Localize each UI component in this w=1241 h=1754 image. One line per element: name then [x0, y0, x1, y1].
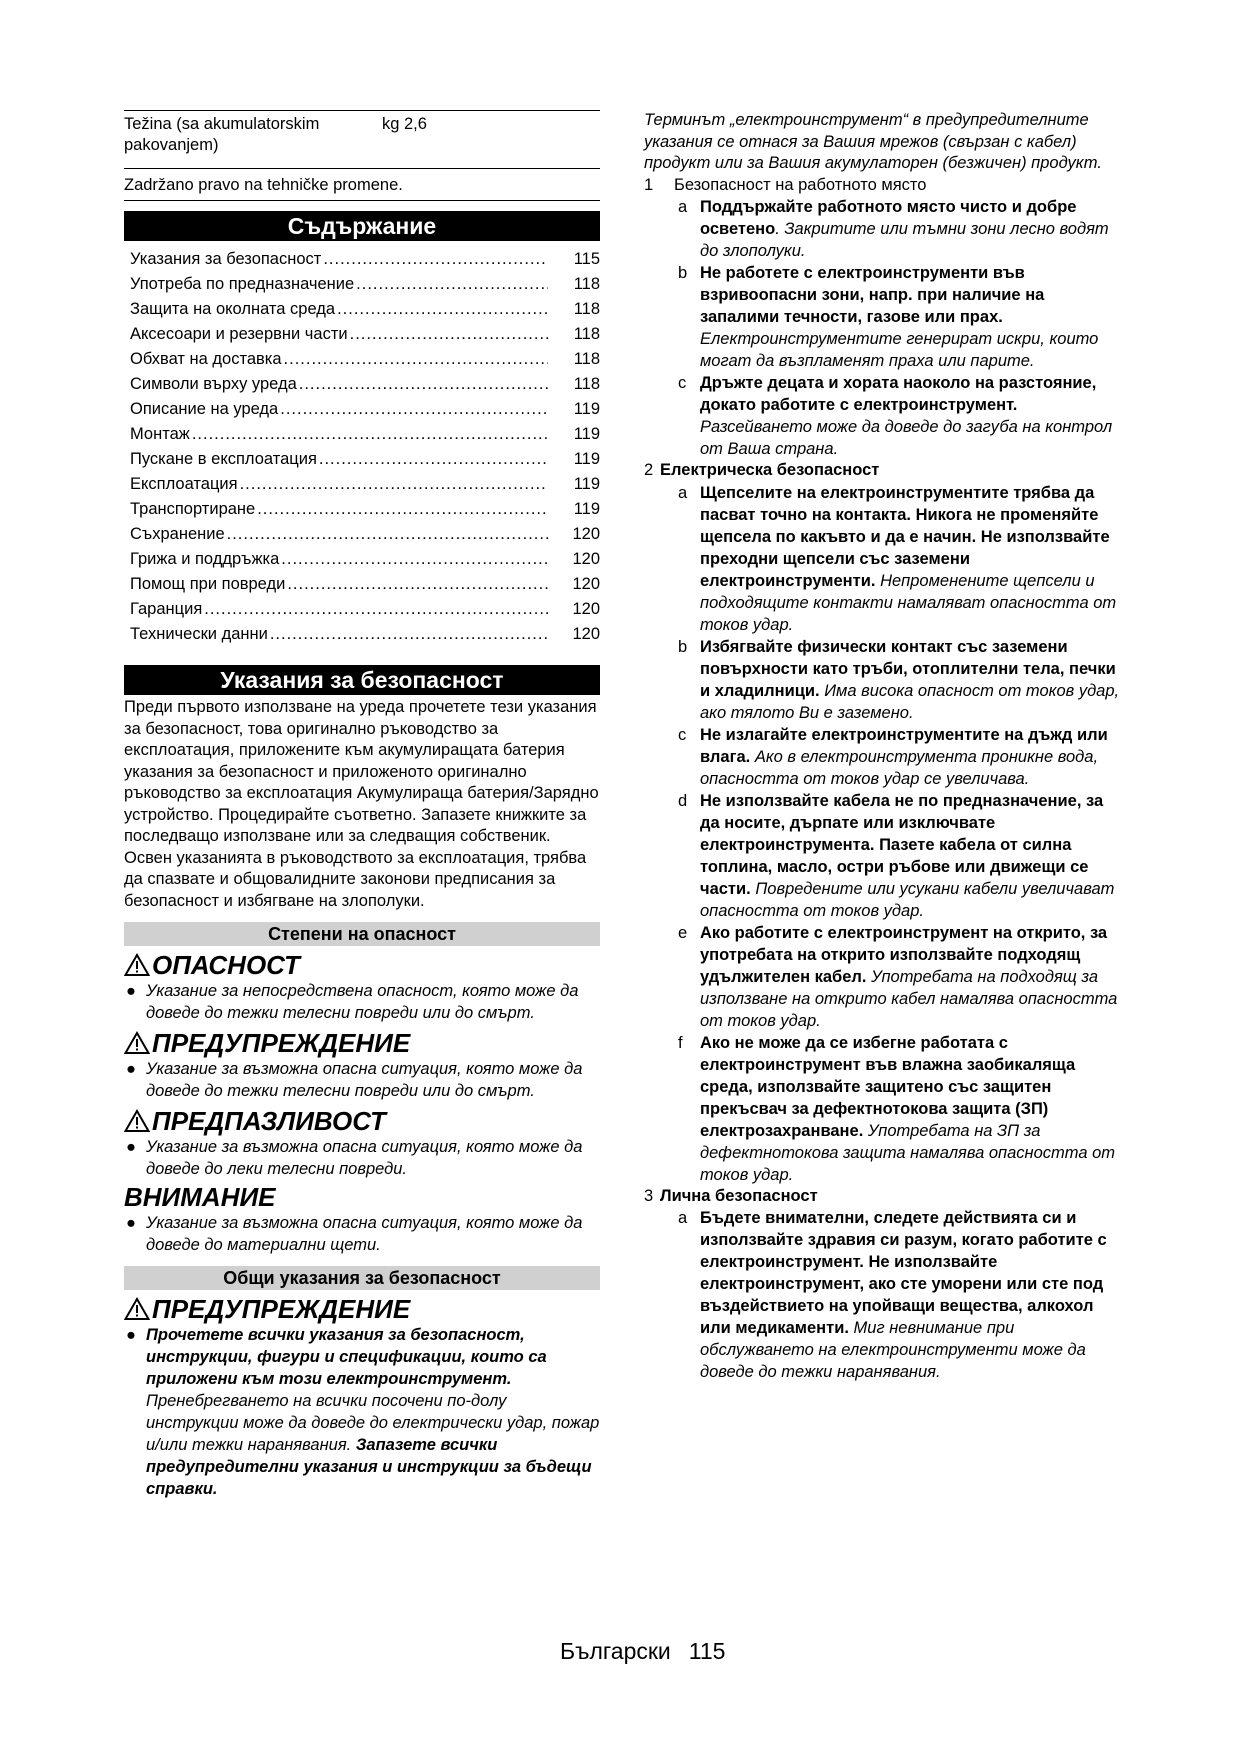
item-bold: Бъдете внимателни, следете действията си и използвайте здравия си разум, когато работите с електроинструмент. Не използвайте електроинструмент, ако сте уморени или сте под въздействието на упойващи вещества, алкохол или медикаменти. [700, 1209, 1107, 1337]
toc-leader [192, 422, 548, 447]
item-bold: Не използвайте кабела не по предназначение, за да носите, дърпате или изключвате електроинструмента. Пазете кабела от силна топлина, масло, остри ръбове или движещи се части. [700, 791, 1104, 898]
toc-row [124, 522, 600, 547]
general-bold-1: Прочетете всички указания за безопасност, инструкции, фигури и спецификации, които са приложени към този електроинструмент. [146, 1326, 547, 1388]
general-warning-item [124, 1324, 600, 1500]
item-2e [678, 922, 1120, 1032]
toc-label: Гаранция [130, 600, 203, 618]
toc-title: Съдържание [124, 211, 600, 241]
item-italic: Разсейването може да доведе до загуба на контрол от Ваша страна. [700, 418, 1113, 458]
toc-label: Указания за безопасност [130, 250, 322, 268]
warning-heading [124, 1028, 600, 1058]
danger-title: ОПАСНОСТ [152, 950, 300, 980]
toc-row [124, 622, 600, 647]
item-italic: Употребата на подходящ за използване на открито кабел намалява опасността от токов удар. [700, 967, 1118, 1030]
safety-intro-2: Освен указанията в ръководството за експлоатация, трябва да спазвате и общовалидните законови предписания за безопасност и избягване на злополуки. [124, 848, 587, 910]
toc-page: 120 [572, 525, 600, 543]
section-number: 2 [644, 461, 654, 479]
item-2c [678, 724, 1120, 790]
spec-weight-value: kg 2,6 [382, 115, 427, 133]
toc-page: 118 [573, 275, 600, 293]
toc-page: 120 [572, 600, 600, 618]
toc-page: 119 [573, 425, 600, 443]
toc-leader [284, 347, 548, 372]
item-italic: . Закритите или тъмни зони лесно водят до злополуки. [700, 220, 1109, 260]
toc-label: Транспортиране [130, 500, 256, 518]
toc-label: Употреба по предназначение [130, 275, 355, 293]
toc-label: Защита на околната среда [130, 300, 336, 318]
toc-label: Символи върху уреда [130, 375, 297, 393]
toc-page: 119 [573, 500, 600, 518]
power-tool-term-note: Терминът „електроинструмент“ в предупредителните указания се отнася за Вашия мрежов (свързан с кабел) продукт или за Вашия акумулаторен (безжичен) продукт. [644, 111, 1102, 172]
toc-label: Грижа и поддръжка [130, 550, 280, 568]
item-italic: Електроинструментите генерират искри, които могат да възпламенят праха или парите. [700, 330, 1099, 370]
toc-label: Обхват на доставка [130, 350, 282, 368]
left-column [124, 110, 600, 1500]
item-2a [678, 482, 1120, 636]
item-italic: Има висока опасност от токов удар, ако тялото Ви е заземено. [700, 681, 1120, 722]
safety-intro-1: Преди първото използване на уреда прочетете тези указания за безопасност, това оригинално ръководство за експлоатация, приложените към акумулиращата батерия указания за безопасност и приложеното оригинално ръководство за експлоатация Акумулираща батерия/Зарядно устройство. Процедирайте съответно. Запазете книжките за последващо използване или за следващия собственик. [124, 698, 599, 845]
item-bold: Не работете с електроинструменти във взривоопасни зони, напр. при наличие на запалими течности, газове или прах. [700, 264, 1045, 326]
warning-title: ПРЕДУПРЕЖДЕНИЕ [152, 1028, 411, 1058]
item-bold: Не излагайте електроинструментите на дъжд или влага. [700, 725, 1108, 766]
toc-row [124, 422, 600, 447]
section-2-title: Електрическа безопасност [660, 461, 880, 479]
general-warning-heading [124, 1294, 600, 1324]
toc-page: 119 [573, 475, 600, 493]
warning-triangle-icon [124, 1109, 150, 1133]
bullet-icon: ● [126, 1214, 136, 1232]
warning-triangle-icon [124, 1297, 150, 1321]
toc-row [124, 597, 600, 622]
warning-item [124, 1058, 600, 1102]
item-letter: a [678, 483, 688, 502]
general-bold-2: Запазете всички предупредителни указания и инструкции за бъдещи справки. [146, 1436, 592, 1498]
toc-leader [356, 272, 548, 297]
toc-page: 120 [572, 625, 600, 643]
hazard-levels-title: Степени на опасност [124, 922, 600, 946]
item-bold: Поддържайте работното място чисто и добре осветено [700, 198, 1077, 238]
bullet-icon: ● [126, 1326, 136, 1344]
toc-page: 118 [573, 375, 600, 393]
bullet-icon: ● [126, 982, 136, 1000]
toc-row [124, 472, 600, 497]
caution-text: Указание за възможна опасна ситуация, която може да доведе до леки телесни повреди. [146, 1138, 583, 1178]
toc-row [124, 572, 600, 597]
item-letter: e [678, 923, 688, 942]
item-bold: Ако работите с електроинструмент на открито, за употребата на открито използвайте подходящ удължителен кабел. [700, 923, 1108, 986]
toc-row [124, 547, 600, 572]
item-bold: Ако не може да се избегне работата с електроинструмент във влажна заобикаляща среда, използвайте защитено със защитен прекъсвач за дефектнотокова защита (ЗП) електрозахранване. [700, 1033, 1076, 1140]
caution-heading [124, 1106, 600, 1136]
footer-language: Български [560, 1638, 671, 1664]
right-column [644, 110, 1120, 1383]
section-3-title: Лична безопасност [660, 1186, 818, 1205]
toc-leader [323, 247, 548, 272]
toc-leader [204, 597, 548, 622]
section-number: 3 [644, 1186, 654, 1205]
item-letter: c [678, 374, 687, 392]
item-letter: b [678, 264, 688, 282]
toc-leader [337, 297, 548, 322]
item-italic: Ако в електроинструмента проникне вода, опасността от токов удар се увеличава. [700, 747, 1099, 788]
spec-weight-label: Težina (sa akumulatorskim pakovanjem) [124, 115, 320, 154]
caution-title: ПРЕДПАЗЛИВОСТ [152, 1106, 386, 1136]
toc-leader [240, 472, 548, 497]
section-3 [644, 1186, 1120, 1208]
toc-leader [227, 522, 548, 547]
toc-row [124, 447, 600, 472]
toc-label: Експлоатация [130, 475, 238, 493]
toc-page: 120 [572, 575, 600, 593]
item-italic: Непроменените щепсели и подходящите контакти намаляват опасността от токов удар. [700, 571, 1117, 634]
toc-label: Съхранение [130, 525, 225, 543]
page-footer [560, 1638, 743, 1665]
notice-text: Указание за възможна опасна ситуация, която може да доведе до материални щети. [146, 1214, 583, 1254]
item-bold: Щепселите на електроинструментите трябва да пасват точно на контакта. Никога не променяйте щепсела по какъвто и да е начин. Не използвайте преходни щепсели със заземени електроинструменти. [700, 483, 1110, 590]
toc-page: 120 [572, 550, 600, 568]
section-1-title: Безопасност на работното място [674, 175, 927, 194]
notice-item [124, 1212, 600, 1256]
toc-row [124, 322, 600, 347]
section-1 [644, 175, 1120, 197]
toc-leader [319, 447, 548, 472]
safety-title: Указания за безопасност [124, 665, 600, 695]
item-letter: c [678, 725, 687, 744]
toc-row [124, 372, 600, 397]
item-3a [678, 1207, 1120, 1383]
toc-row [124, 297, 600, 322]
toc-page: 119 [573, 450, 600, 468]
toc-leader [257, 497, 548, 522]
item-italic: Повредените или усукани кабели увеличават опасността от токов удар. [700, 879, 1115, 920]
toc-leader [281, 547, 548, 572]
item-letter: b [678, 637, 688, 656]
toc-leader [287, 572, 548, 597]
caution-item [124, 1136, 600, 1180]
toc-page: 115 [573, 250, 600, 268]
table-of-contents [124, 247, 600, 647]
toc-label: Монтаж [130, 425, 190, 443]
item-letter: d [678, 791, 688, 810]
toc-page: 118 [573, 350, 600, 368]
item-2b [678, 636, 1120, 724]
toc-label: Описание на уреда [130, 400, 279, 418]
item-letter: f [678, 1033, 683, 1052]
toc-label: Аксесоари и резервни части [130, 325, 348, 343]
item-2f [678, 1032, 1120, 1186]
general-warning-text [146, 1324, 600, 1500]
item-1c [678, 372, 1120, 460]
toc-leader [350, 322, 548, 347]
danger-heading [124, 950, 600, 980]
warning-text: Указание за възможна опасна ситуация, която може да доведе до тежки телесни повреди или до смърт. [146, 1060, 583, 1100]
toc-leader [299, 372, 548, 397]
item-bold: Дръжте децата и хората наоколо на разстояние, докато работите с електроинструмент. [700, 374, 1097, 414]
bullet-icon: ● [126, 1060, 136, 1078]
danger-text: Указание за непосредствена опасност, която може да доведе до тежки телесни повреди или до смърт. [146, 982, 579, 1022]
toc-page: 118 [573, 325, 600, 343]
section-number: 1 [644, 175, 654, 194]
notice-title: ВНИМАНИЕ [124, 1182, 276, 1212]
spec-note: Zadržano pravo na tehničke promene. [124, 168, 600, 201]
item-italic: Миг невнимание при обслужването на електроинструменти може да доведе до тежки наранявания. [700, 1319, 1086, 1381]
warning-triangle-icon [124, 953, 150, 977]
toc-row [124, 497, 600, 522]
bullet-icon: ● [126, 1138, 136, 1156]
toc-row [124, 397, 600, 422]
toc-leader [270, 622, 548, 647]
item-1b [678, 262, 1120, 372]
item-letter: a [678, 198, 688, 216]
general-safety-title: Общи указания за безопасност [124, 1266, 600, 1290]
notice-heading [124, 1182, 600, 1212]
item-letter: a [678, 1209, 688, 1227]
general-text: Пренебрегването на всички посочени по-долу инструкции може да доведе до електрически удар, пожар и/или тежки наранявания. [146, 1392, 600, 1454]
toc-label: Помощ при повреди [130, 575, 286, 593]
toc-row [124, 247, 600, 272]
toc-page: 119 [573, 400, 600, 418]
danger-item [124, 980, 600, 1024]
toc-row [124, 347, 600, 372]
general-warning-title: ПРЕДУПРЕЖДЕНИЕ [152, 1294, 411, 1324]
toc-leader [280, 397, 548, 422]
toc-page: 118 [573, 300, 600, 318]
page-number: 115 [688, 1638, 726, 1664]
item-1a [678, 196, 1120, 262]
item-2d [678, 790, 1120, 922]
toc-label: Технически данни [130, 625, 268, 643]
spec-weight-row [124, 110, 600, 160]
section-2 [644, 460, 1120, 482]
toc-label: Пускане в експлоатация [130, 450, 317, 468]
item-bold: Избягвайте физически контакт със заземени повърхности като тръби, отоплителни тела, печки и хладилници. [700, 637, 1116, 700]
warning-triangle-icon [124, 1031, 150, 1055]
item-italic: Употребата на ЗП за дефектнотокова защита намалява опасността от токов удар. [700, 1121, 1116, 1184]
toc-row [124, 272, 600, 297]
